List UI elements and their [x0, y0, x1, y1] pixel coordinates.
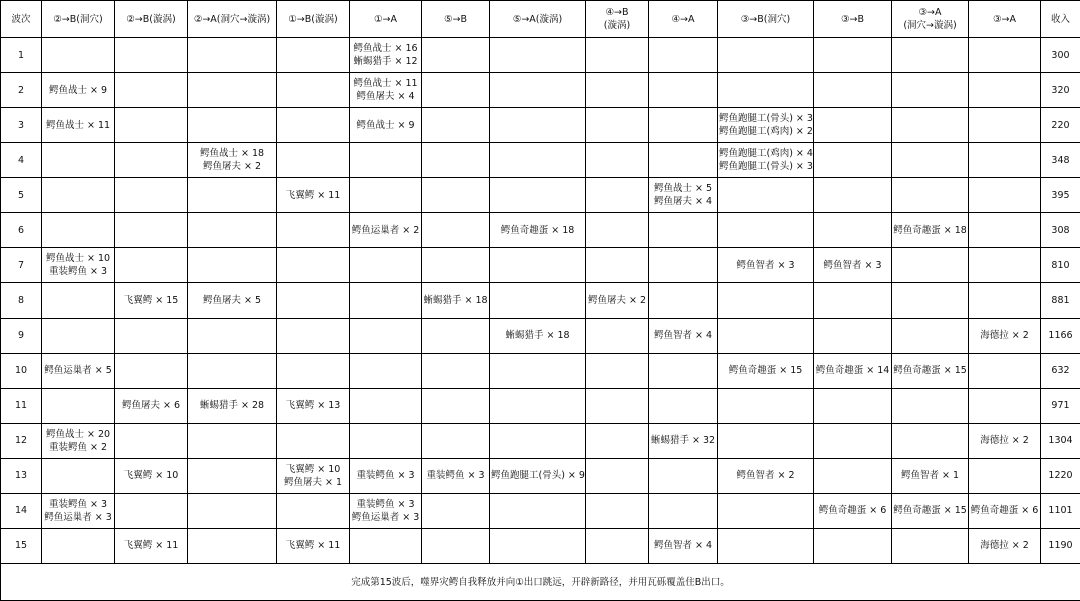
c3a-cell: 海德拉 × 2	[969, 528, 1041, 563]
c1b-vortex-cell: 飞翼鳄 × 10 鳄鱼屠夫 × 1	[277, 458, 350, 493]
c2b-vortex-cell	[115, 423, 188, 458]
c3b-cave-cell	[718, 423, 814, 458]
c5a-vortex-cell	[490, 38, 586, 73]
c2b-vortex-cell	[115, 143, 188, 178]
c3b-header: ③→B	[814, 1, 892, 38]
c3b-cell: 鳄鱼奇趣蛋 × 14	[814, 353, 892, 388]
c4a-cell	[649, 143, 718, 178]
c3b-cell	[814, 38, 892, 73]
c5a-vortex-cell	[490, 248, 586, 283]
c3a-cave-vortex-cell	[892, 528, 969, 563]
c5b-cell	[422, 178, 490, 213]
c2b-cave-cell: 鳄鱼战士 × 9	[42, 73, 115, 108]
c5a-vortex-cell	[490, 423, 586, 458]
c4b-vortex-cell	[586, 458, 649, 493]
income-cell: 632	[1041, 353, 1080, 388]
c4a-header: ④→A	[649, 1, 718, 38]
c1a-cell	[350, 283, 422, 318]
c2b-vortex-cell	[115, 178, 188, 213]
c3b-cell	[814, 213, 892, 248]
c3b-cell	[814, 178, 892, 213]
c5b-cell	[422, 318, 490, 353]
c1a-cell	[350, 248, 422, 283]
c3b-cell	[814, 458, 892, 493]
c3a-cave-vortex-cell	[892, 388, 969, 423]
c3a-cell	[969, 283, 1041, 318]
wave-number: 14	[1, 493, 42, 528]
income-cell: 300	[1041, 38, 1080, 73]
income-cell: 220	[1041, 108, 1080, 143]
table-row	[1, 178, 1080, 213]
c4b-vortex-cell	[586, 528, 649, 563]
income-header: 收入	[1041, 1, 1080, 38]
c3b-cell	[814, 318, 892, 353]
c2b-cave-cell: 鳄鱼战士 × 11	[42, 108, 115, 143]
table-row	[1, 143, 1080, 178]
c5a-vortex-cell	[490, 73, 586, 108]
c1b-vortex-cell: 飞翼鳄 × 13	[277, 388, 350, 423]
c2b-cave-cell	[42, 458, 115, 493]
c4a-cell: 蜥蜴猎手 × 32	[649, 423, 718, 458]
c3a-cave-vortex-cell: 鳄鱼智者 × 1	[892, 458, 969, 493]
c2b-vortex-cell: 飞翼鳄 × 11	[115, 528, 188, 563]
c2b-vortex-cell: 飞翼鳄 × 10	[115, 458, 188, 493]
wave-number: 1	[1, 38, 42, 73]
c4a-cell: 鳄鱼智者 × 4	[649, 528, 718, 563]
c1a-cell: 鳄鱼战士 × 9	[350, 108, 422, 143]
c2b-cave-cell	[42, 388, 115, 423]
income-cell: 320	[1041, 73, 1080, 108]
c2b-cave-cell: 鳄鱼运巢者 × 5	[42, 353, 115, 388]
table-row	[1, 283, 1080, 318]
c3b-cell	[814, 283, 892, 318]
wave-number: 4	[1, 143, 42, 178]
c2a-cave-vortex-header: ②→A(洞穴→漩涡)	[188, 1, 277, 38]
c1b-vortex-cell	[277, 213, 350, 248]
c5b-cell	[422, 248, 490, 283]
c2a-cave-vortex-cell	[188, 353, 277, 388]
wave-number: 8	[1, 283, 42, 318]
c3b-cave-header: ③→B(洞穴)	[718, 1, 814, 38]
c1a-header: ①→A	[350, 1, 422, 38]
c3b-cave-cell: 鳄鱼智者 × 2	[718, 458, 814, 493]
c5b-cell	[422, 388, 490, 423]
c3a-cell: 鳄鱼奇趣蛋 × 6	[969, 493, 1041, 528]
c3b-cave-cell	[718, 388, 814, 423]
c2a-cave-vortex-cell	[188, 213, 277, 248]
c3b-cave-cell	[718, 528, 814, 563]
c5a-vortex-header: ⑤→A(漩涡)	[490, 1, 586, 38]
header-row	[1, 1, 1080, 38]
c4b-vortex-cell	[586, 108, 649, 143]
c4b-vortex-header: ④→B (漩涡)	[586, 1, 649, 38]
c4b-vortex-cell: 鳄鱼屠夫 × 2	[586, 283, 649, 318]
c2b-cave-header: ②→B(洞穴)	[42, 1, 115, 38]
c3b-cave-cell	[718, 318, 814, 353]
c3a-cave-vortex-header: ③→A (洞穴→漩涡)	[892, 1, 969, 38]
c4b-vortex-cell	[586, 388, 649, 423]
c1b-vortex-cell	[277, 283, 350, 318]
c4a-cell	[649, 248, 718, 283]
c1b-vortex-cell	[277, 493, 350, 528]
income-cell: 348	[1041, 143, 1080, 178]
c3a-cell	[969, 38, 1041, 73]
c2a-cave-vortex-cell	[188, 423, 277, 458]
c3a-cave-vortex-cell	[892, 73, 969, 108]
c3b-cell	[814, 143, 892, 178]
table-row	[1, 493, 1080, 528]
c5a-vortex-cell	[490, 143, 586, 178]
c3b-cell	[814, 423, 892, 458]
c5b-cell	[422, 73, 490, 108]
c5a-vortex-cell	[490, 388, 586, 423]
c5b-cell	[422, 108, 490, 143]
c2b-cave-cell	[42, 178, 115, 213]
c3a-cave-vortex-cell	[892, 108, 969, 143]
c3b-cell	[814, 388, 892, 423]
c4b-vortex-cell	[586, 493, 649, 528]
c3a-cell: 海德拉 × 2	[969, 318, 1041, 353]
c5b-cell	[422, 38, 490, 73]
c5a-vortex-cell: 蜥蜴猎手 × 18	[490, 318, 586, 353]
c1a-cell	[350, 318, 422, 353]
c1b-vortex-cell: 飞翼鳄 × 11	[277, 178, 350, 213]
wave-number: 10	[1, 353, 42, 388]
c3a-cell	[969, 178, 1041, 213]
c2a-cave-vortex-cell	[188, 73, 277, 108]
c5a-vortex-cell	[490, 353, 586, 388]
c2a-cave-vortex-cell	[188, 458, 277, 493]
c1b-vortex-cell	[277, 38, 350, 73]
c3a-cell: 海德拉 × 2	[969, 423, 1041, 458]
c2b-cave-cell: 重装鳄鱼 × 3 鳄鱼运巢者 × 3	[42, 493, 115, 528]
c4a-cell	[649, 388, 718, 423]
c4b-vortex-cell	[586, 423, 649, 458]
wave-number: 3	[1, 108, 42, 143]
c3b-cave-cell: 鳄鱼智者 × 3	[718, 248, 814, 283]
table-row	[1, 248, 1080, 283]
c3b-cave-cell: 鳄鱼奇趣蛋 × 15	[718, 353, 814, 388]
c3b-cave-cell: 鳄鱼跑腿工(骨头) × 3 鳄鱼跑腿工(鸡肉) × 2	[718, 108, 814, 143]
wave-number: 7	[1, 248, 42, 283]
c2b-vortex-cell	[115, 248, 188, 283]
c2b-cave-cell	[42, 528, 115, 563]
c3a-cave-vortex-cell	[892, 178, 969, 213]
c5a-vortex-cell	[490, 283, 586, 318]
c5a-vortex-cell	[490, 108, 586, 143]
c3a-cave-vortex-cell	[892, 38, 969, 73]
c3a-cave-vortex-cell	[892, 423, 969, 458]
c1b-vortex-cell	[277, 143, 350, 178]
c2b-vortex-header: ②→B(漩涡)	[115, 1, 188, 38]
c2b-cave-cell: 鳄鱼战士 × 10 重装鳄鱼 × 3	[42, 248, 115, 283]
c4a-cell	[649, 353, 718, 388]
c5b-cell	[422, 493, 490, 528]
income-cell: 1166	[1041, 318, 1080, 353]
c3b-cell	[814, 108, 892, 143]
c4a-cell	[649, 108, 718, 143]
c1a-cell	[350, 388, 422, 423]
income-cell: 1101	[1041, 493, 1080, 528]
c3a-cave-vortex-cell	[892, 283, 969, 318]
c4b-vortex-cell	[586, 213, 649, 248]
c2b-vortex-cell: 飞翼鳄 × 15	[115, 283, 188, 318]
c5b-cell	[422, 143, 490, 178]
wave-header: 波次	[1, 1, 42, 38]
c4b-vortex-cell	[586, 353, 649, 388]
c3a-cell	[969, 143, 1041, 178]
income-cell: 395	[1041, 178, 1080, 213]
c1b-vortex-cell	[277, 318, 350, 353]
c4a-cell	[649, 213, 718, 248]
wave-number: 12	[1, 423, 42, 458]
c1b-vortex-cell	[277, 353, 350, 388]
c4a-cell	[649, 38, 718, 73]
wave-number: 11	[1, 388, 42, 423]
c3b-cave-cell	[718, 493, 814, 528]
c5b-cell	[422, 528, 490, 563]
c3a-cell	[969, 108, 1041, 143]
c3a-cave-vortex-cell: 鳄鱼奇趣蛋 × 15	[892, 493, 969, 528]
c2b-cave-cell	[42, 143, 115, 178]
c4a-cell: 鳄鱼智者 × 4	[649, 318, 718, 353]
c5b-cell: 蜥蜴猎手 × 18	[422, 283, 490, 318]
c5a-vortex-cell	[490, 178, 586, 213]
c4b-vortex-cell	[586, 318, 649, 353]
c2b-cave-cell	[42, 283, 115, 318]
income-cell: 1190	[1041, 528, 1080, 563]
c1a-cell	[350, 423, 422, 458]
c1a-cell	[350, 353, 422, 388]
income-cell: 810	[1041, 248, 1080, 283]
c5a-vortex-cell: 鳄鱼奇趣蛋 × 18	[490, 213, 586, 248]
c5b-cell: 重装鳄鱼 × 3	[422, 458, 490, 493]
c3a-cell	[969, 458, 1041, 493]
c1b-vortex-cell	[277, 108, 350, 143]
c2b-vortex-cell	[115, 108, 188, 143]
c4b-vortex-cell	[586, 38, 649, 73]
wave-number: 6	[1, 213, 42, 248]
income-cell: 308	[1041, 213, 1080, 248]
c2b-cave-cell	[42, 213, 115, 248]
c5a-vortex-cell	[490, 528, 586, 563]
c3b-cell	[814, 528, 892, 563]
c2a-cave-vortex-cell	[188, 38, 277, 73]
c2a-cave-vortex-cell: 鳄鱼屠夫 × 5	[188, 283, 277, 318]
c2a-cave-vortex-cell	[188, 108, 277, 143]
c4a-cell	[649, 283, 718, 318]
c3a-cave-vortex-cell	[892, 248, 969, 283]
table-row	[1, 458, 1080, 493]
c2b-vortex-cell	[115, 38, 188, 73]
footer-note: 完成第15波后，噬界灾鳄自我释放并向①出口跳远，开辟新路径，并用瓦砾覆盖住B出口。	[1, 564, 1080, 601]
c2b-cave-cell: 鳄鱼战士 × 20 重装鳄鱼 × 2	[42, 423, 115, 458]
income-cell: 971	[1041, 388, 1080, 423]
c1a-cell	[350, 143, 422, 178]
table-row	[1, 108, 1080, 143]
wave-number: 15	[1, 528, 42, 563]
c3a-cave-vortex-cell: 鳄鱼奇趣蛋 × 15	[892, 353, 969, 388]
footer-row	[1, 564, 1080, 601]
table-row	[1, 423, 1080, 458]
table-row	[1, 73, 1080, 108]
c3a-cell	[969, 248, 1041, 283]
c2b-cave-cell	[42, 318, 115, 353]
c4b-vortex-cell	[586, 73, 649, 108]
table-row	[1, 318, 1080, 353]
c1a-cell	[350, 178, 422, 213]
c3b-cave-cell: 鳄鱼跑腿工(鸡肉) × 4 鳄鱼跑腿工(骨头) × 3	[718, 143, 814, 178]
table-row	[1, 388, 1080, 423]
c1b-vortex-cell	[277, 248, 350, 283]
table-row	[1, 528, 1080, 563]
c1b-vortex-cell	[277, 423, 350, 458]
c5b-cell	[422, 423, 490, 458]
wave-number: 13	[1, 458, 42, 493]
c4b-vortex-cell	[586, 248, 649, 283]
c1a-cell: 重装鳄鱼 × 3	[350, 458, 422, 493]
c2a-cave-vortex-cell	[188, 178, 277, 213]
wave-number: 2	[1, 73, 42, 108]
c5b-cell	[422, 353, 490, 388]
c3b-cave-cell	[718, 73, 814, 108]
c2b-cave-cell	[42, 38, 115, 73]
c3a-cell	[969, 213, 1041, 248]
c1a-cell: 鳄鱼战士 × 11 鳄鱼屠夫 × 4	[350, 73, 422, 108]
c3a-cave-vortex-cell	[892, 143, 969, 178]
c3a-cave-vortex-cell	[892, 318, 969, 353]
c1a-cell: 鳄鱼运巢者 × 2	[350, 213, 422, 248]
table-row	[1, 353, 1080, 388]
c2a-cave-vortex-cell: 鳄鱼战士 × 18 鳄鱼屠夫 × 2	[188, 143, 277, 178]
c5b-header: ⑤→B	[422, 1, 490, 38]
income-cell: 1304	[1041, 423, 1080, 458]
c2b-vortex-cell	[115, 493, 188, 528]
c2b-vortex-cell	[115, 318, 188, 353]
c3a-cell	[969, 73, 1041, 108]
c4a-cell	[649, 493, 718, 528]
c5b-cell	[422, 213, 490, 248]
c5a-vortex-cell: 鳄鱼跑腿工(骨头) × 9	[490, 458, 586, 493]
c2a-cave-vortex-cell	[188, 318, 277, 353]
c3a-header: ③→A	[969, 1, 1041, 38]
c1b-vortex-cell	[277, 73, 350, 108]
c4a-cell	[649, 73, 718, 108]
c5a-vortex-cell	[490, 493, 586, 528]
c3b-cave-cell	[718, 178, 814, 213]
c2b-vortex-cell: 鳄鱼屠夫 × 6	[115, 388, 188, 423]
c4b-vortex-cell	[586, 178, 649, 213]
c3b-cave-cell	[718, 213, 814, 248]
c3b-cave-cell	[718, 283, 814, 318]
c3b-cell: 鳄鱼智者 × 3	[814, 248, 892, 283]
c3a-cave-vortex-cell: 鳄鱼奇趣蛋 × 18	[892, 213, 969, 248]
table-row	[1, 213, 1080, 248]
c1b-vortex-cell: 飞翼鳄 × 11	[277, 528, 350, 563]
c2a-cave-vortex-cell	[188, 248, 277, 283]
c3a-cell	[969, 353, 1041, 388]
c2b-vortex-cell	[115, 213, 188, 248]
c1b-vortex-header: ①→B(漩涡)	[277, 1, 350, 38]
c4a-cell	[649, 458, 718, 493]
wave-number: 5	[1, 178, 42, 213]
c1a-cell	[350, 528, 422, 563]
c3a-cell	[969, 388, 1041, 423]
wave-number: 9	[1, 318, 42, 353]
c2a-cave-vortex-cell	[188, 528, 277, 563]
c2a-cave-vortex-cell	[188, 493, 277, 528]
table-row	[1, 38, 1080, 73]
c4b-vortex-cell	[586, 143, 649, 178]
c1a-cell: 鳄鱼战士 × 16 蜥蜴猎手 × 12	[350, 38, 422, 73]
c1a-cell: 重装鳄鱼 × 3 鳄鱼运巢者 × 3	[350, 493, 422, 528]
c3b-cell: 鳄鱼奇趣蛋 × 6	[814, 493, 892, 528]
table-body	[1, 38, 1080, 564]
income-cell: 881	[1041, 283, 1080, 318]
c4a-cell: 鳄鱼战士 × 5 鳄鱼屠夫 × 4	[649, 178, 718, 213]
c2a-cave-vortex-cell: 蜥蜴猎手 × 28	[188, 388, 277, 423]
c2b-vortex-cell	[115, 353, 188, 388]
c3b-cell	[814, 73, 892, 108]
c3b-cave-cell	[718, 38, 814, 73]
income-cell: 1220	[1041, 458, 1080, 493]
c2b-vortex-cell	[115, 73, 188, 108]
